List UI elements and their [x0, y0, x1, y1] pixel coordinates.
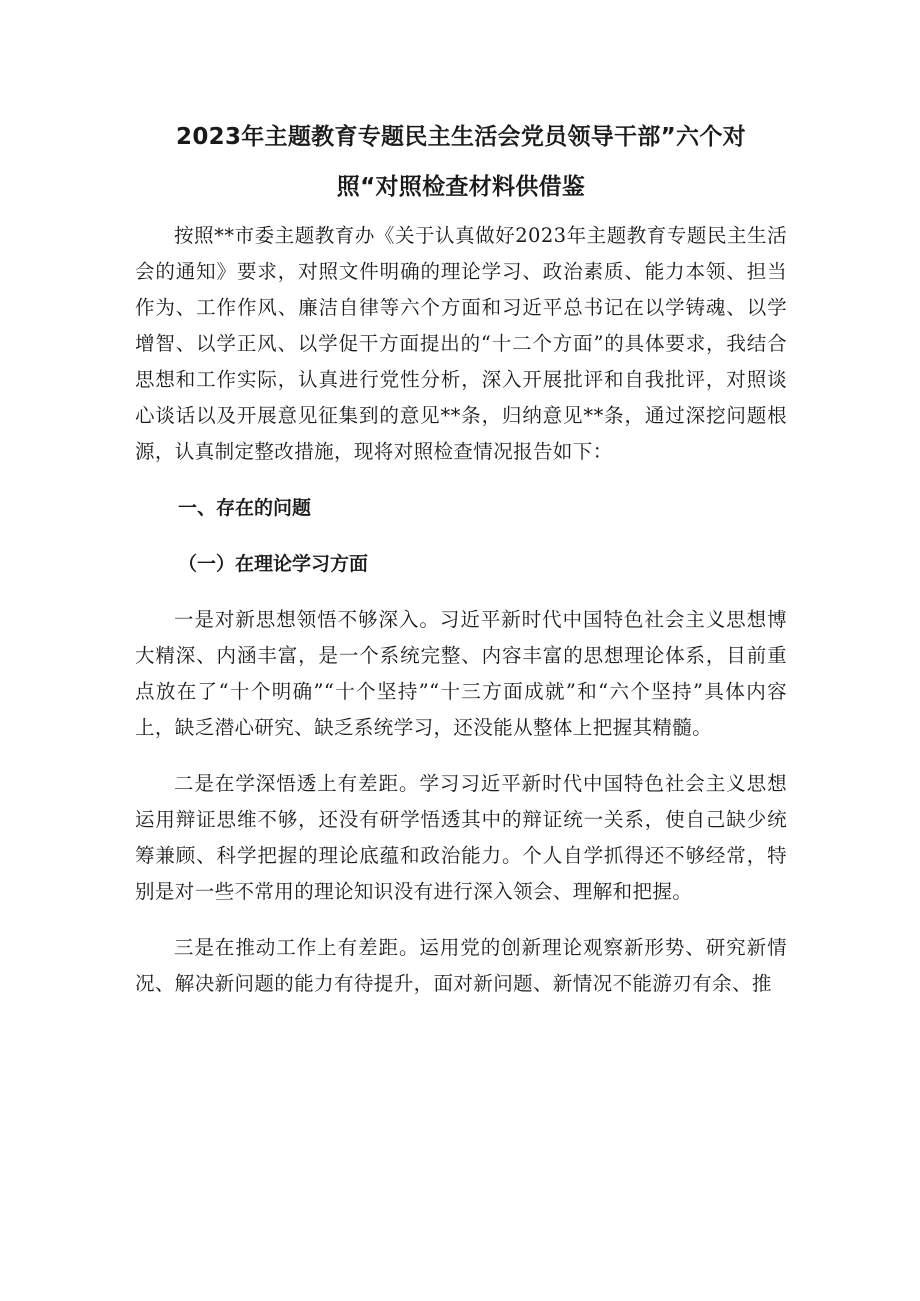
paragraph-point-3: 三是在推动工作上有差距。运用党的创新理论观察新形势、研究新情况、解决新问题的能力有待提升，面对新问题、新情况不能游刃有余、推	[135, 936, 787, 995]
document-page	[135, 112, 787, 1022]
section-heading-problems: 一、存在的问题	[178, 497, 312, 519]
title-line-1: 2023年主题教育专题民主生活会党员领导干部”六个对	[176, 124, 746, 150]
paragraph-point-1: 一是对新思想领悟不够深入。习近平新时代中国特色社会主义思想博大精深、内涵丰富，是一个系统完整、内容丰富的思想理论体系，目前重点放在了“十个明确”“十个坚持”“十三方面成就”和“六个坚持”具体内容上，缺乏潜心研究、缺乏系统学习，还没能从整体上把握其精髓。	[135, 608, 787, 739]
paragraph-point-2: 二是在学深悟透上有差距。学习习近平新时代中国特色社会主义思想运用辩证思维不够，还没有研学悟透其中的辩证统一关系，使自己缺少统筹兼顾、科学把握的理论底蕴和政治能力。个人自学抓得还不够经常，特别是对一些不常用的理论知识没有进行深入领会、理解和把握。	[135, 772, 787, 903]
title-line-2: 照“对照检查材料供借鉴	[336, 174, 586, 200]
subsection-heading-theory-study: （一）在理论学习方面	[178, 553, 369, 575]
document-title	[135, 112, 787, 212]
intro-paragraph: 按照**市委主题教育办《关于认真做好2023年主题教育专题民主生活会的通知》要求，对照文件明确的理论学习、政治素质、能力本领、担当作为、工作作风、廉洁自律等六个方面和习近平总书记在以学铸魂、以学增智、以学正风、以学促干方面提出的“十二个方面”的具体要求，我结合思想和工作实际，认真进行党性分析，深入开展批评和自我批评，对照谈心谈话以及开展意见征集到的意见**条，归纳意见**条，通过深挖问题根源，认真制定整改措施，现将对照检查情况报告如下：	[135, 224, 787, 463]
